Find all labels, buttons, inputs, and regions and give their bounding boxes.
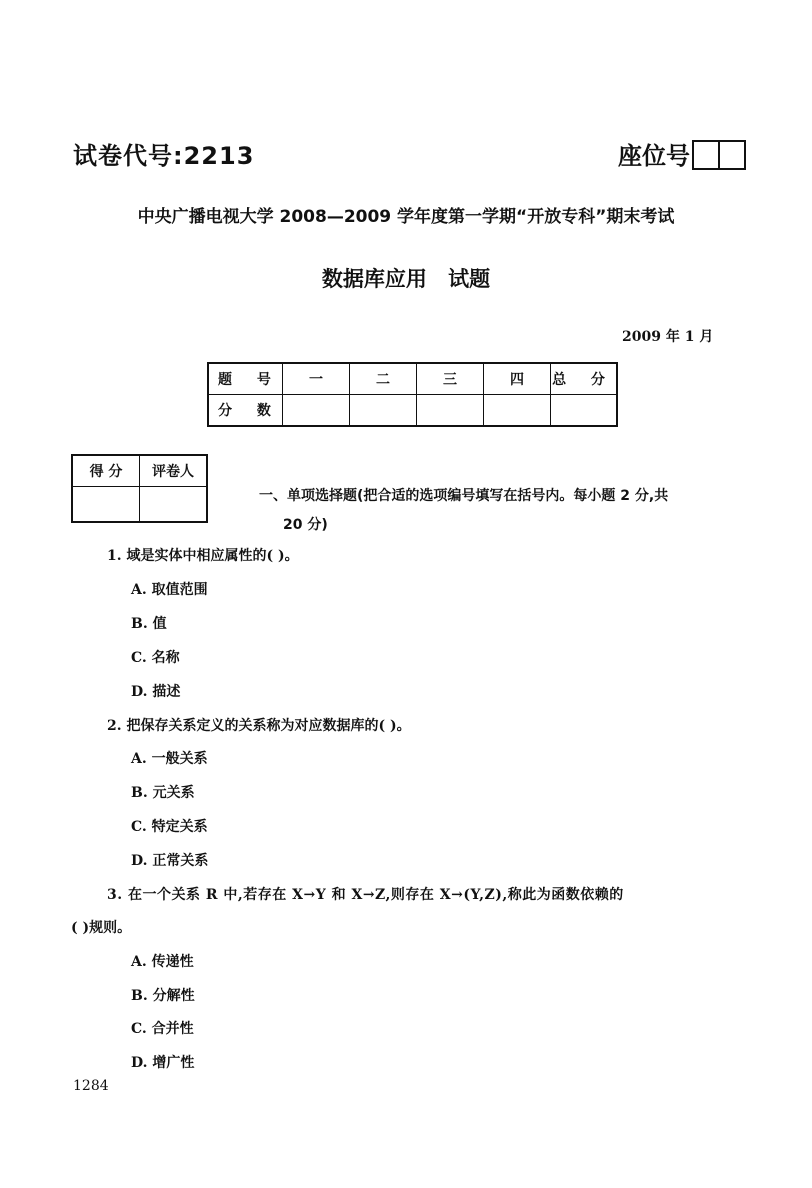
- score-header-cell: 二: [350, 363, 417, 395]
- grader-table: [71, 454, 208, 523]
- question-option: B. 值: [131, 616, 167, 632]
- question-stem-continuation: ( )规则。: [71, 920, 132, 936]
- score-row-label: 分 数: [208, 395, 283, 427]
- question-option: A. 一般关系: [131, 751, 208, 767]
- grader-row: [72, 487, 207, 523]
- question-option: A. 取值范围: [131, 582, 208, 598]
- grader-cell: [72, 487, 140, 523]
- grader-header-cell: 得 分: [72, 455, 140, 487]
- question-option: D. 增广性: [131, 1055, 195, 1071]
- score-cell: [417, 395, 484, 427]
- seat-number: [618, 136, 746, 171]
- score-header-cell: 三: [417, 363, 484, 395]
- section-title-line: 一、单项选择题(把合适的选项编号填写在括号内。每小题 2 分,共: [259, 488, 669, 504]
- seat-boxes: [692, 140, 746, 170]
- grader-header-cell: 评卷人: [140, 455, 208, 487]
- question-option: A. 传递性: [131, 954, 194, 970]
- question-stem: 3. 在一个关系 R 中,若存在 X→Y 和 X→Z,则存在 X→(Y,Z),称此为函数依赖的: [107, 887, 624, 903]
- score-cell: [350, 395, 417, 427]
- score-header-cell: 一: [283, 363, 350, 395]
- question-option: C. 合并性: [131, 1021, 194, 1037]
- question-stem: 2. 把保存关系定义的关系称为对应数据库的( )。: [107, 718, 411, 734]
- question-option: C. 名称: [131, 650, 180, 666]
- paper-code: 试卷代号:2213: [73, 142, 255, 170]
- seat-box: [692, 140, 720, 170]
- score-table: [207, 362, 618, 427]
- question-option: B. 分解性: [131, 988, 195, 1004]
- exam-title: 中央广播电视大学 2008—2009 学年度第一学期“开放专科”期末考试: [137, 207, 675, 227]
- seat-label: 座位号: [618, 142, 690, 170]
- section-title-line: 20 分): [283, 517, 328, 533]
- question-stem: 1. 域是实体中相应属性的( )。: [107, 548, 299, 564]
- subject-title: 数据库应用 试题: [321, 267, 491, 291]
- exam-date: 2009 年 1 月: [622, 329, 714, 345]
- score-table-header-row: [208, 363, 617, 395]
- score-header-cell: 总 分: [551, 363, 618, 395]
- question-option: D. 正常关系: [131, 853, 209, 869]
- seat-box: [720, 140, 746, 170]
- score-header-cell: 题 号: [208, 363, 283, 395]
- score-cell: [484, 395, 551, 427]
- section-title: [259, 482, 749, 540]
- question-option: D. 描述: [131, 684, 181, 700]
- score-cell: [551, 395, 618, 427]
- score-header-cell: 四: [484, 363, 551, 395]
- grader-header-row: [72, 455, 207, 487]
- score-cell: [283, 395, 350, 427]
- question-option: C. 特定关系: [131, 819, 208, 835]
- score-table-row: [208, 395, 617, 427]
- page-number: 1284: [73, 1078, 109, 1094]
- grader-cell: [140, 487, 208, 523]
- question-option: B. 元关系: [131, 785, 195, 801]
